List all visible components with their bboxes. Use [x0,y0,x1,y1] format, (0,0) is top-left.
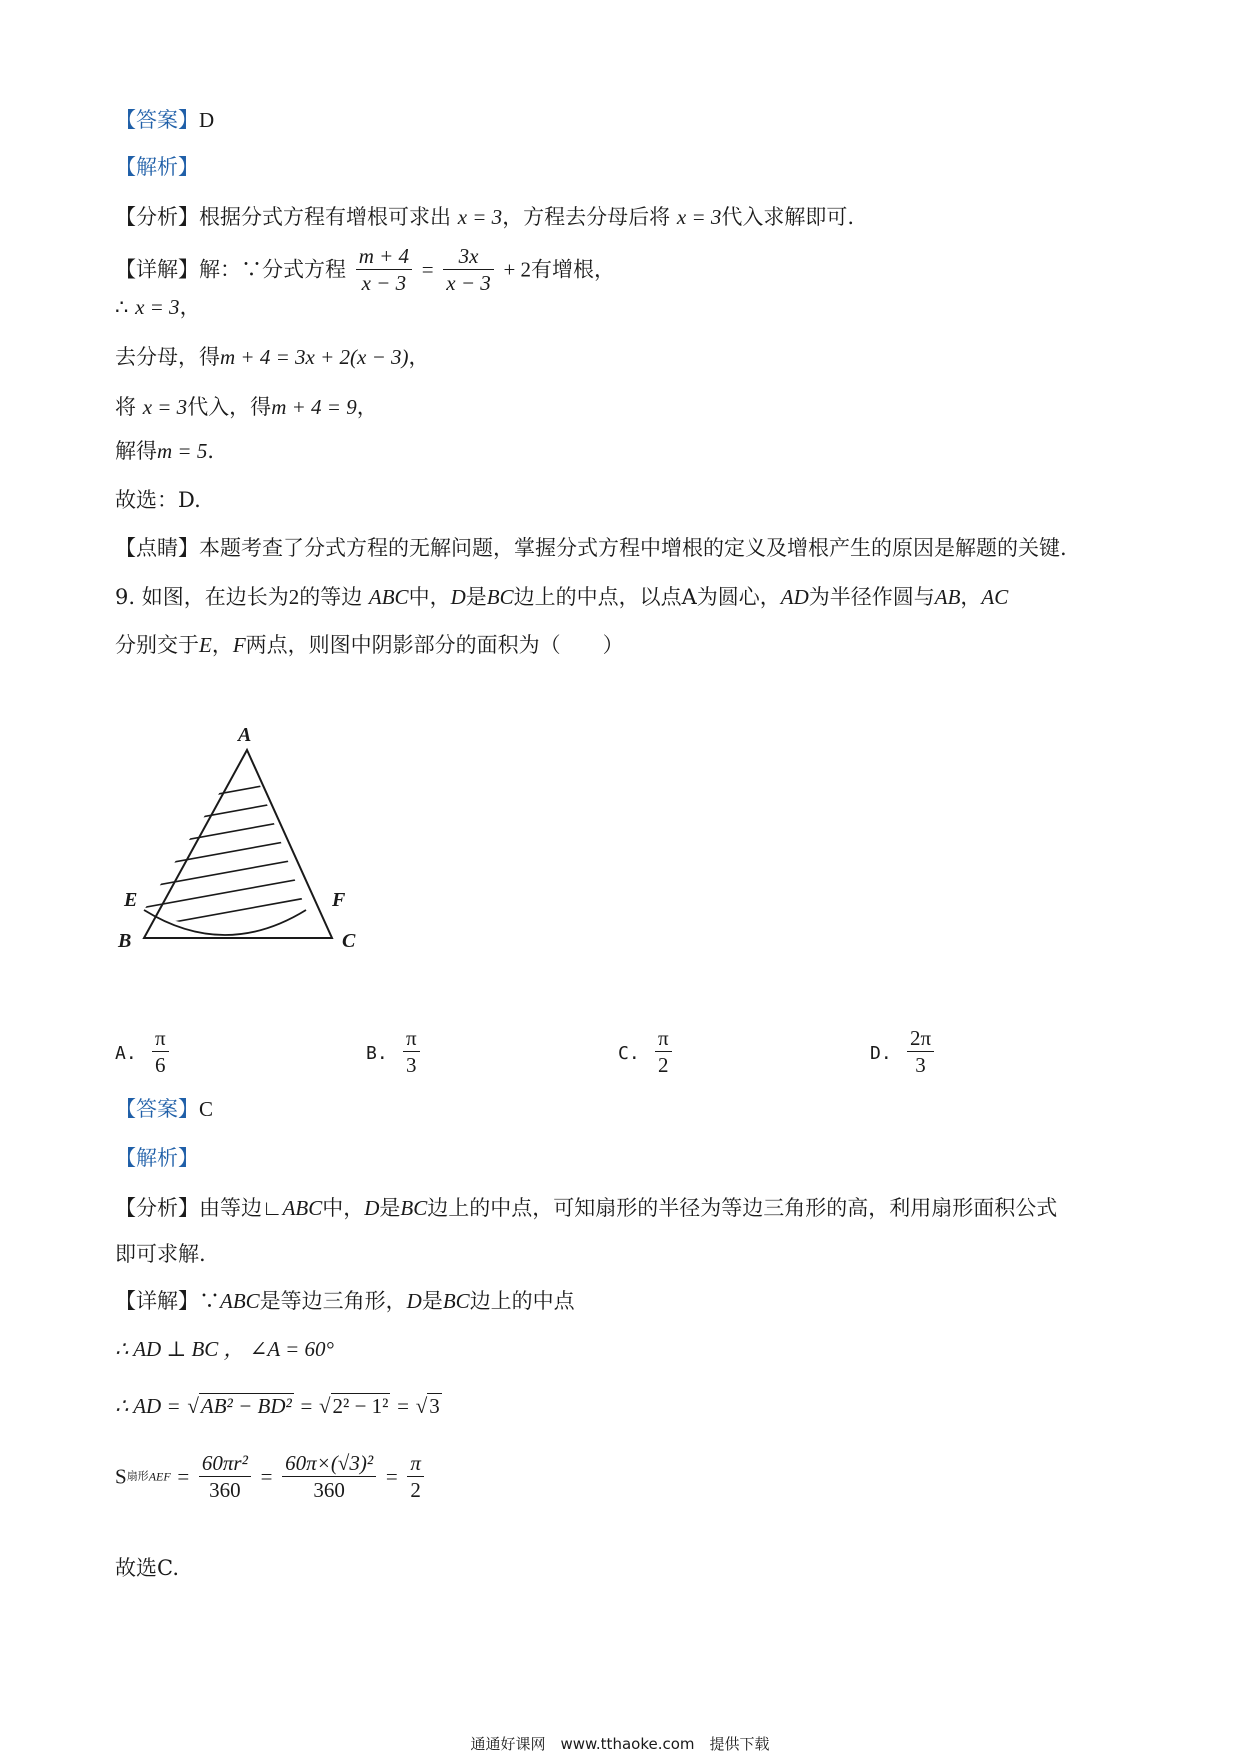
math-f: F [232,633,246,657]
analysis-head: 【分析】 [115,205,199,229]
q8-therefore-line [115,293,201,321]
area-subscript: AEF [148,1469,171,1484]
detail-text: 是等边三角形， [259,1289,407,1313]
analysis-head: 【分析】 [115,1196,199,1220]
option-label: A. [115,1043,137,1064]
stem-text: 两点，则图中阴影部分的面积为（ ） [245,633,624,657]
area-symbol: S [115,1464,127,1489]
label-a: A [238,724,252,746]
q9-answer-line [115,1095,213,1123]
analysis-text: 代入求解即可. [721,205,855,229]
q8-denominator-line [115,343,429,371]
punct: ， [356,395,378,419]
fraction-3x: $\frac{3x}{x - 3}$ [443,243,494,296]
stem-text: 中， [408,585,451,609]
fraction-denominator: 3 [403,1051,420,1078]
math-equation: m + 4 = 9 [271,395,357,419]
fraction-numerator: 60π×(√3)² [282,1450,376,1477]
math-x-eq-3: x = 3 [135,295,180,319]
sqrt-radicand: 3 [429,1394,440,1418]
stem-text: 边上的中点，以点A为圆心， [513,585,781,609]
analysis-text: 边上的中点，可知扇形的半径为等边三角形的高，利用扇形面积公式 [427,1196,1058,1220]
q9-detail-line [115,1287,575,1315]
math-abc: ABC [220,1289,260,1313]
math-d: D [364,1196,380,1220]
q9-analysis-tag [115,1144,199,1172]
q8-answer-line [115,106,214,134]
math-prefix: ∴ AD = [115,1394,181,1418]
analysis-text: 中， [322,1196,365,1220]
answer-value: D [199,108,215,132]
stem-text: 的等边 [299,585,363,609]
choose-text: 故选C. [115,1556,179,1580]
sqrt-sign: √ [319,1394,331,1418]
option-fraction [403,1025,420,1078]
step-text: 代入，得 [187,395,272,419]
detail-text: 有增根， [531,257,616,282]
label-e: E [124,889,138,911]
fraction-numerator: π [407,1450,424,1477]
area-fraction-1 [199,1450,251,1503]
fraction-denominator: 2 [655,1051,672,1078]
math-ad: AD [780,585,809,609]
step-text: 解得 [115,439,157,463]
plus-two: + 2 [503,257,532,282]
punct: ， [211,633,233,657]
comment-text: 本题考查了分式方程的无解问题，掌握分式方程中增根的定义及增根产生的原因是解题的关键. [199,536,1067,560]
fraction-numerator: π [155,1026,166,1050]
fraction-numerator: 60πr² [199,1450,251,1477]
sqrt-radicand: AB² − BD² [200,1394,292,1418]
choose-text: 故选：D. [115,488,201,512]
fraction-numerator: π [406,1026,417,1050]
option-fraction [907,1025,934,1078]
fraction-denominator: 360 [313,1478,345,1502]
sqrt-sign: √ [415,1394,428,1418]
step-text: 将 [115,395,136,419]
math-abc: ABC [368,585,409,609]
q8-analysis-line [115,203,854,231]
equals-sign: = [300,1394,313,1418]
q9-perp-line [115,1335,334,1363]
answer-tag: 【答案】 [115,1097,199,1121]
q8-solve-line [115,437,228,465]
analysis-text: ，方程去分母后将 [502,205,671,229]
detail-text: 是 [421,1289,443,1313]
shading-lines [130,770,350,965]
punct: ． [207,439,229,463]
q9-choose-line [115,1554,179,1582]
analysis-tag: 【解析】 [115,1146,199,1170]
stem-text: 是 [465,585,487,609]
analysis-text: 即可求解. [115,1242,206,1266]
fraction-numerator: 2π [910,1026,932,1050]
q8-substitute-line [115,393,378,421]
math-e: E [199,633,212,657]
fraction-denominator: 360 [209,1478,241,1502]
comment-head: 【点睛】 [115,536,199,560]
q9-stem-line-1 [115,583,1008,611]
equals-sign: = [397,1394,410,1418]
area-subscript-cn: 扇形 [126,1469,149,1483]
math-x-eq-3: x = 3 [142,395,188,419]
math-bc: BC [400,1196,428,1220]
triangle-symbol: ∟ [262,1196,283,1220]
area-fraction-3 [407,1450,424,1503]
math-ab: AB [934,585,961,609]
option-label: D. [870,1043,892,1064]
q9-stem-line-2 [115,631,624,659]
math-equation: m = 5 [157,439,208,463]
option-fraction [152,1025,169,1078]
punct: ， [408,345,430,369]
detail-head: 【详解】 [115,257,199,282]
detail-head: 【详解】 [115,1289,199,1313]
label-f: F [332,889,346,911]
area-fraction-2 [282,1450,376,1503]
answer-tag: 【答案】 [115,108,199,132]
analysis-tag: 【解析】 [115,155,199,179]
option-label: C. [618,1043,640,1064]
q9-area-line: S扇形AEF = $\frac{\text{60πr²}}{360}$ = $\frac{\text{60π×(√3)²}}{360}$ = $\frac{\pi}{2}$ [115,1450,427,1520]
triangle-figure [110,715,370,965]
math-x-eq-3: x = 3 [676,205,722,229]
therefore-symbol: ∴ [115,295,129,319]
stem-text: 为半径作圆与 [808,585,935,609]
math-ac: AC [981,585,1009,609]
arc-ef [144,910,306,935]
answer-value: C [199,1097,214,1121]
fraction-denominator: 3 [907,1051,934,1078]
stem-text: 9. 如图，在边长为 [115,585,289,609]
page-footer: 通通好课网 www.tthaoke.com 提供下载 [470,1735,770,1753]
q9-analysis-line-2 [115,1240,206,1268]
math-equation: m + 4 = 3x + 2(x − 3) [220,345,409,369]
detail-text: 解：∵分式方程 [199,257,346,282]
math-bc: BC [486,585,514,609]
q8-analysis-tag [115,153,199,181]
sqrt-radicand: 2² − 1² [332,1394,389,1418]
q8-comment-line [115,534,1067,562]
fraction-denominator: 2 [410,1478,421,1502]
label-c: C [342,930,356,952]
q8-choose-line [115,486,201,514]
label-b: B [118,930,132,952]
math-bc: BC [442,1289,470,1313]
math-x-eq-3: x = 3 [457,205,503,229]
detail-text: ∵ [199,1289,220,1313]
math-abc: ABC [282,1196,323,1220]
punct: ， [960,585,982,609]
detail-text: 边上的中点 [469,1289,575,1313]
math-d: D [406,1289,422,1313]
math-perp: ∴ AD ⊥ BC ， ∠A = 60° [115,1337,334,1361]
math-value: 2 [288,585,300,609]
equals-sign: = [421,257,434,282]
punct: ， [179,295,201,319]
fraction-numerator: π [658,1026,669,1050]
analysis-text: 根据分式方程有增根可求出 [199,205,451,229]
sqrt-sign: √ [187,1394,199,1418]
stem-text: 分别交于 [115,633,199,657]
math-d: D [450,585,466,609]
q9-ad-calc-line [115,1392,442,1420]
analysis-text: 是 [379,1196,401,1220]
option-fraction [655,1025,672,1078]
option-label: B. [366,1043,388,1064]
analysis-text: 由等边 [199,1196,262,1220]
step-text: 去分母，得 [115,345,220,369]
fraction-denominator: 6 [152,1051,169,1078]
q9-analysis-line-1 [115,1194,1057,1222]
fraction-m-plus-4: $\frac{m + 4}{x - 3}$ [356,243,412,296]
